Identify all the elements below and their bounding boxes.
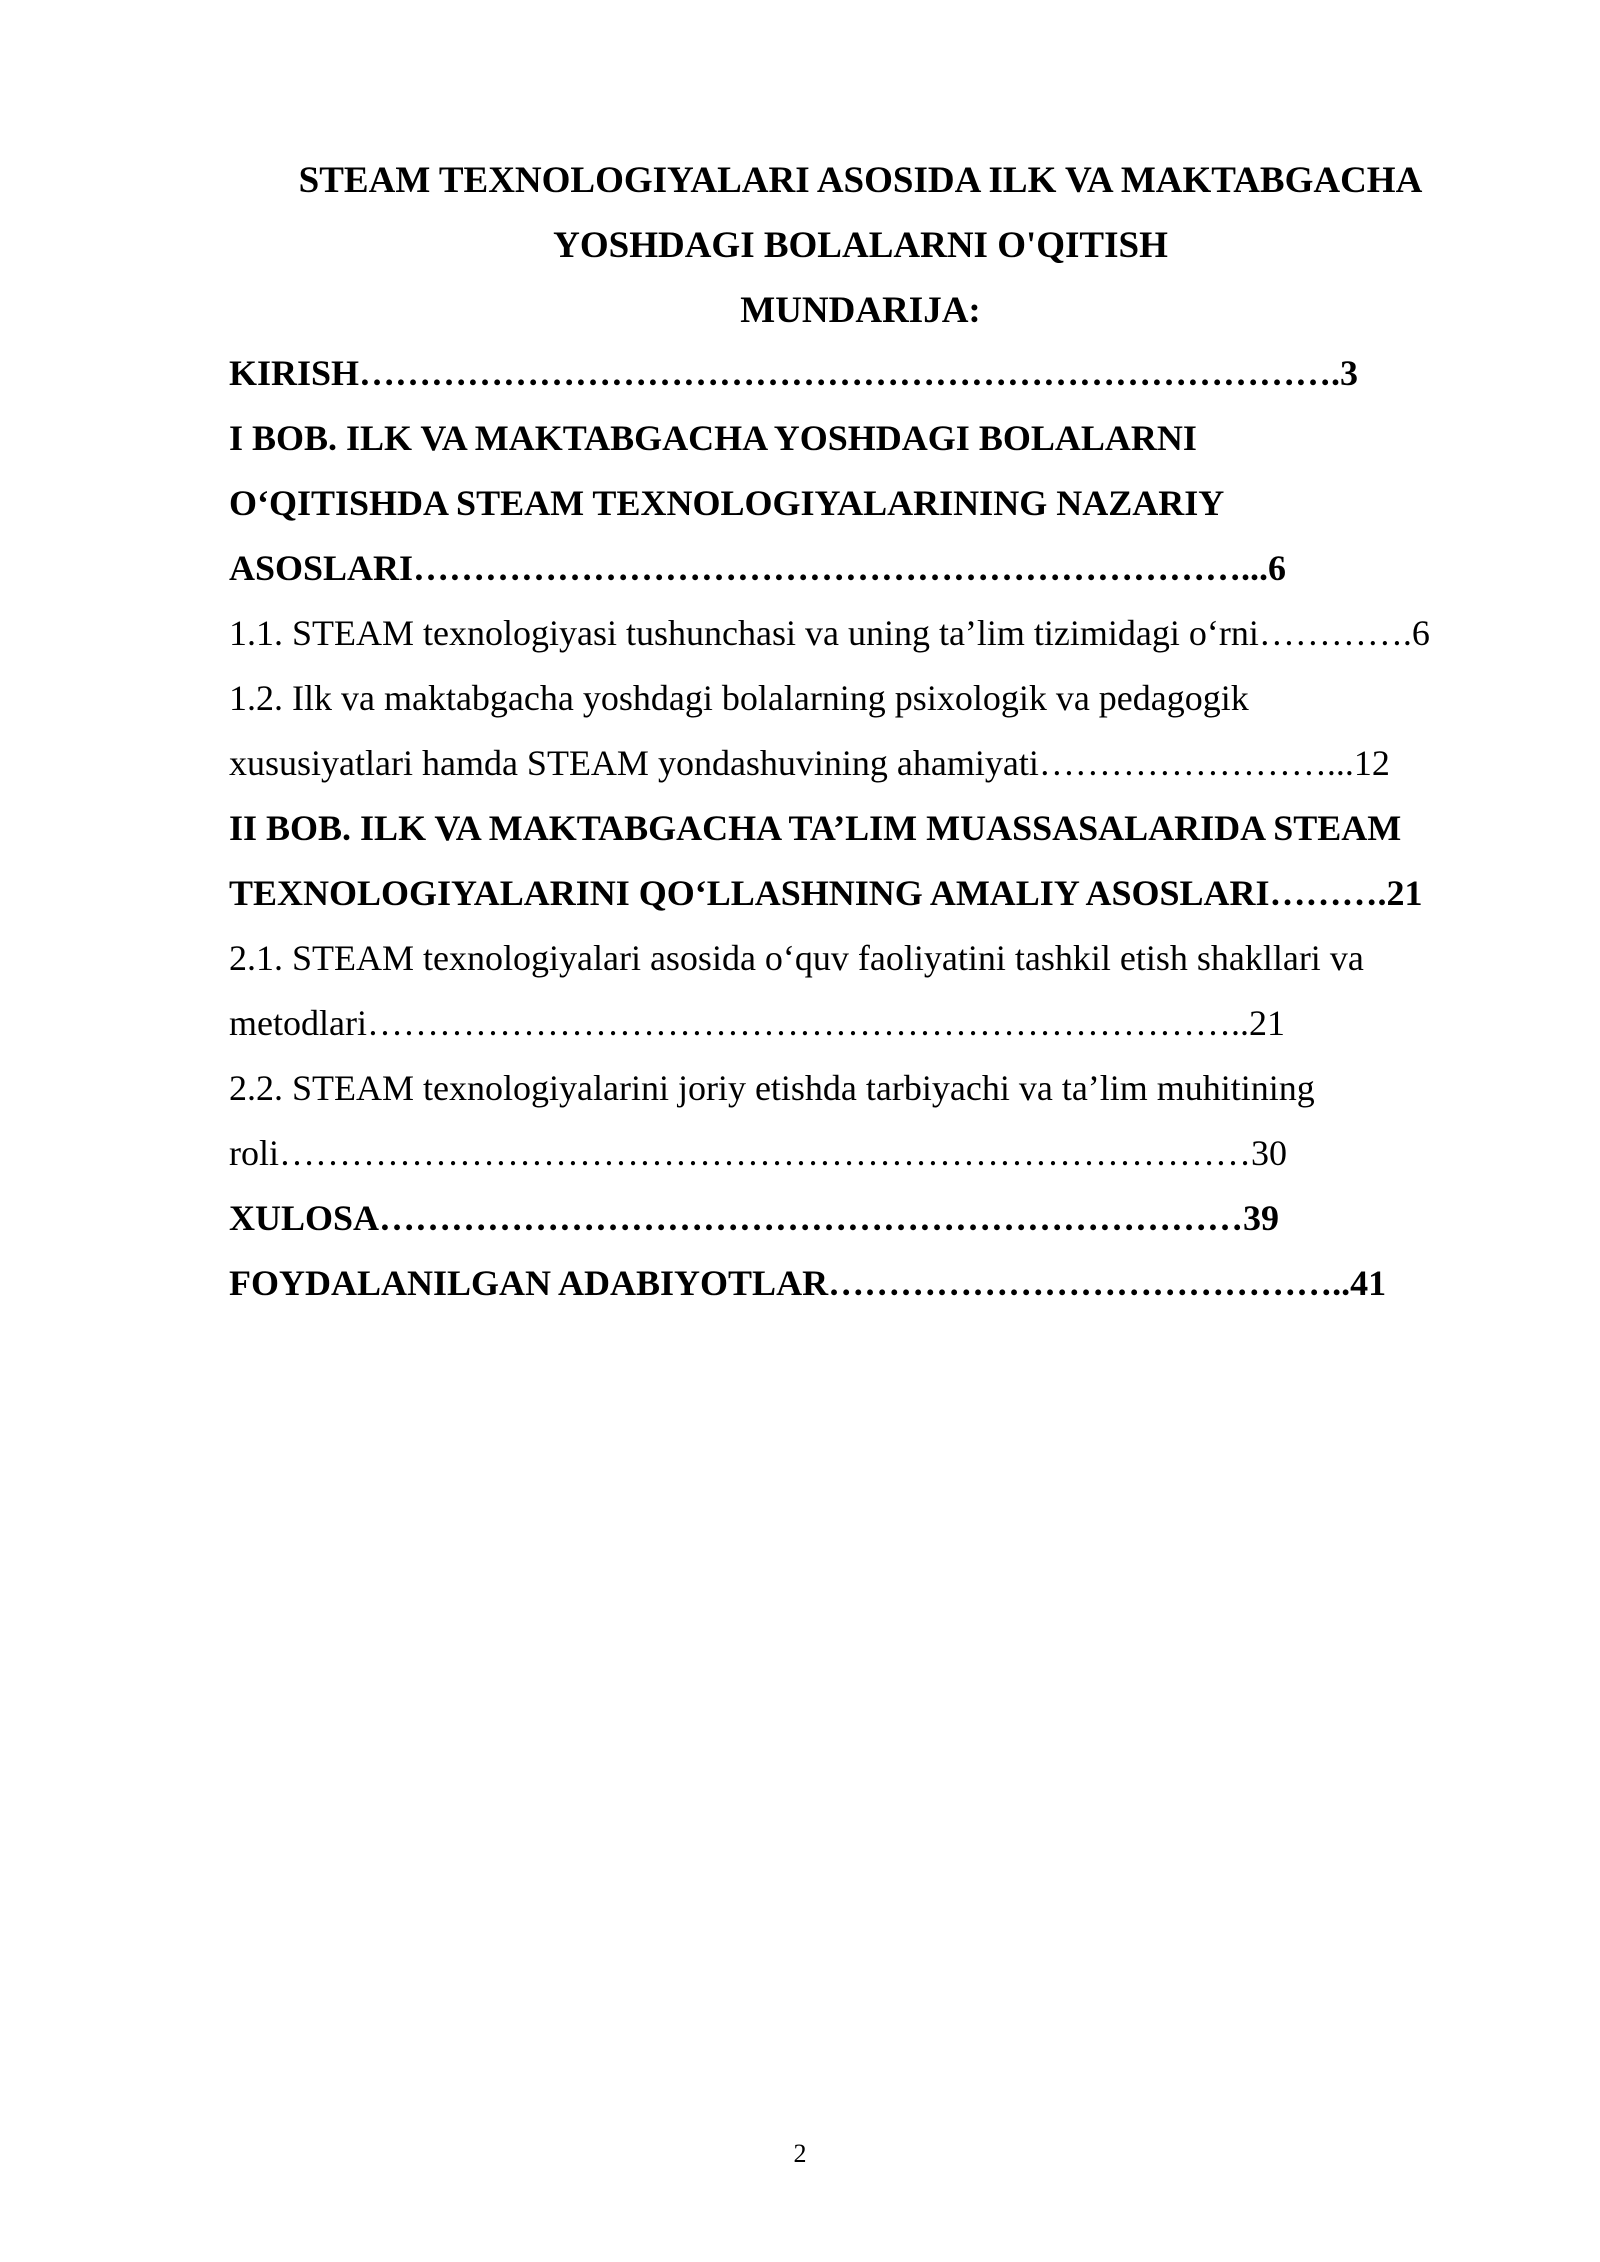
toc-entry-xulosa: XULOSA………………………………………………………………39 <box>229 1198 1280 1238</box>
toc-entry-1-1: 1.1. STEAM texnologiyasi tushunchasi va uning ta’lim tizimidagi o‘rni………….6 <box>229 613 1430 653</box>
toc-heading: MUNDARIJA: <box>740 290 981 331</box>
toc-entry-chapter1-line3: ASOSLARI……………………………………………………………...6 <box>229 548 1287 588</box>
title-line-1: STEAM TEXNOLOGIYALARI ASOSIDA ILK VA MAKTABGACHA <box>298 160 1423 201</box>
page-number: 2 <box>793 2139 807 2168</box>
toc-entry-2-1-line2: metodlari………………………………………………………………..21 <box>229 1003 1285 1043</box>
toc-entry-1-2-line1: 1.2. Ilk va maktabgacha yoshdagi bolalarning psixologik va pedagogik <box>229 678 1249 718</box>
toc-entry-2-1-line1: 2.1. STEAM texnologiyalari asosida o‘quv faoliyatini tashkil etish shakllari va <box>229 938 1364 978</box>
toc-entry-adabiyotlar: FOYDALANILGAN ADABIYOTLAR……………………………………..41 <box>229 1263 1387 1303</box>
toc-entry-2-2-line2: roli………………………………………………………………………30 <box>229 1133 1287 1173</box>
toc-entry-chapter1-line2: O‘QITISHDA STEAM TEXNOLOGIYALARINING NAZARIY <box>229 483 1225 523</box>
toc-entry-1-2-line2: xususiyatlari hamda STEAM yondashuvining ahamiyati……………………...12 <box>229 743 1390 783</box>
table-of-contents <box>229 341 1492 1316</box>
toc-entry-kirish: KIRISH……………………………………………………………………….3 <box>229 353 1359 393</box>
toc-entry-2-2-line1: 2.2. STEAM texnologiyalarini joriy etishda tarbiyachi va ta’lim muhitining <box>229 1068 1315 1108</box>
document-title <box>229 148 1492 343</box>
title-line-2: YOSHDAGI BOLALARNI O'QITISH <box>553 225 1168 266</box>
toc-entry-chapter2-line2: TEXNOLOGIYALARINI QO‘LLASHNING AMALIY ASOSLARI……….21 <box>229 873 1423 913</box>
toc-entry-chapter1-line1: I BOB. ILK VA MAKTABGACHA YOSHDAGI BOLALARNI <box>229 418 1197 458</box>
toc-entry-chapter2-line1: II BOB. ILK VA MAKTABGACHA TA’LIM MUASSASALARIDA STEAM <box>229 808 1402 848</box>
